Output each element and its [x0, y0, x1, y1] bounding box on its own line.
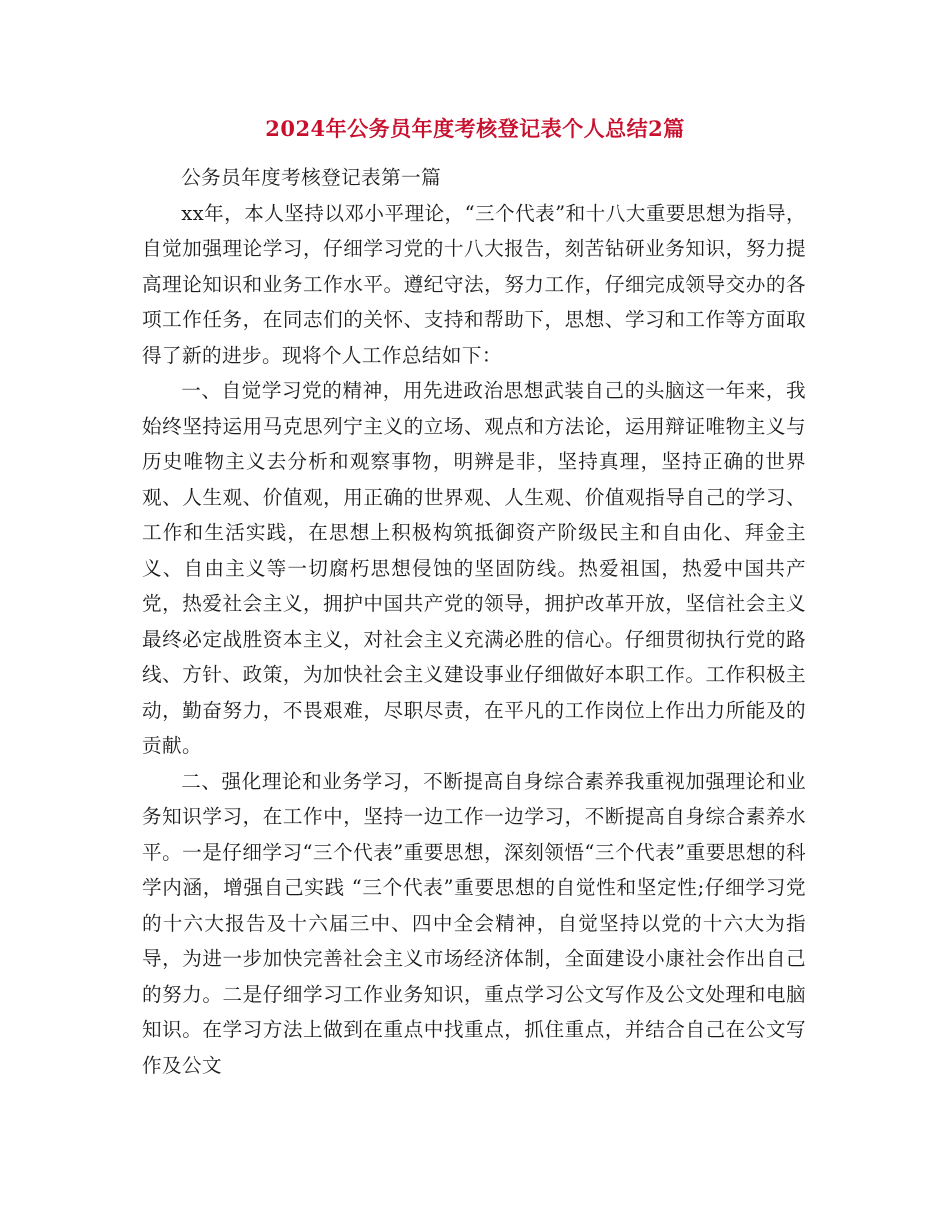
paragraph-section-one: 一、自觉学习党的精神，用先进政治思想武装自己的头脑这一年来，我始终坚持运用马克思列宁主义的立场、观点和方法论，运用辩证唯物主义与历史唯物主义去分析和观察事物，明辨是非，坚持真理，坚持正确的世界观、人生观、价值观，用正确的世界观、人生观、价值观指导自己的学习、工作和生活实践，在思想上积极构筑抵御资产阶级民主和自由化、拜金主义、自由主义等一切腐朽思想侵蚀的坚固防线。热爱祖国，热爱中国共产党，热爱社会主义，拥护中国共产党的领导，拥护改革开放，坚信社会主义最终必定战胜资本主义，对社会主义充满必胜的信心。仔细贯彻执行党的路线、方针、政策，为加快社会主义建设事业仔细做好本职工作。工作积极主动，勤奋努力，不畏艰难，尽职尽责，在平凡的工作岗位上作出力所能及的贡献。 — [142, 379, 806, 757]
document-title: 2024年公务员年度考核登记表个人总结2篇 — [265, 116, 685, 141]
paragraph-intro: xx年，本人坚持以邓小平理论，“三个代表”和十八大重要思想为指导，自觉加强理论学习，仔细学习党的十八大报告，刻苦钻研业务知识，努力提高理论知识和业务工作水平。遵纪守法，努力工作，仔细完成领导交办的各项工作任务，在同志们的关怀、支持和帮助下，思想、学习和工作等方面取得了新的进步。现将个人工作总结如下： — [142, 201, 806, 367]
paragraph-section-two: 二、强化理论和业务学习，不断提高自身综合素养我重视加强理论和业务知识学习，在工作中，坚持一边工作一边学习，不断提高自身综合素养水平。一是仔细学习“三个代表”重要思想，深刻领悟“三个代表”重要思想的科学内涵，增强自己实践 “三个代表”重要思想的自觉性和坚定性;仔细学习党的十六大报告及十六届三中、四中全会精神，自觉坚持以党的十六大为指导，为进一步加快完善社会主义市场经济体制，全面建设小康社会作出自己的努力。二是仔细学习工作业务知识，重点学习公文写作及公文处理和电脑知识。在学习方法上做到在重点中找重点，抓住重点，并结合自己在公文写作及公文 — [142, 769, 806, 1077]
document-body — [142, 160, 806, 1083]
section-heading: 公务员年度考核登记表第一篇 — [181, 166, 442, 189]
